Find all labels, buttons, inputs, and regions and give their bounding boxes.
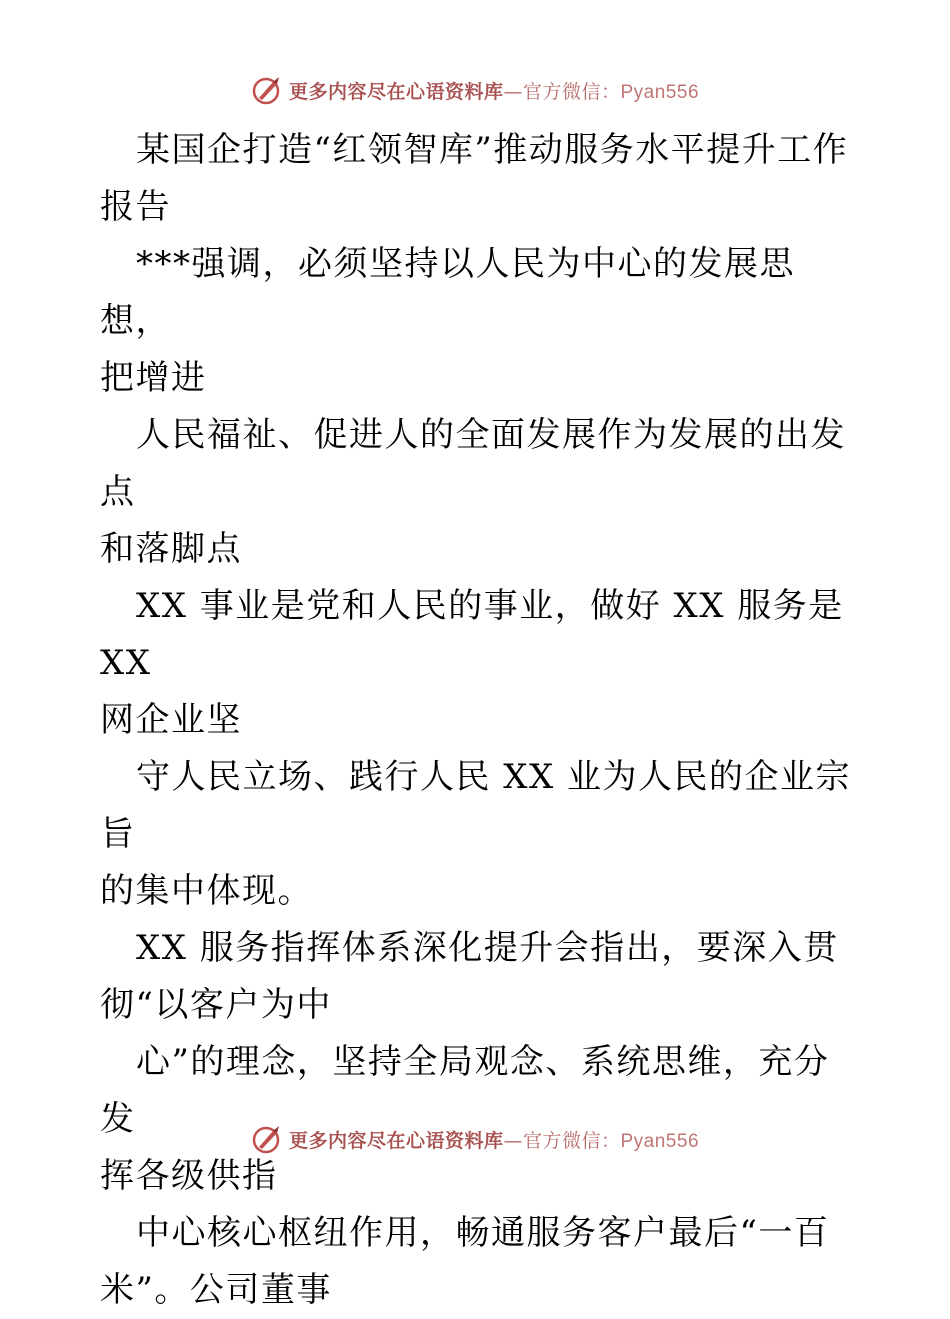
footer-watermark (0, 1123, 950, 1155)
watermark-text: 更多内容尽在心语资料库—官方微信：Pyan556 (288, 80, 700, 103)
header-watermark (0, 74, 950, 106)
paragraph-1: 某国企打造“红领智库”推动服务水平提升工作 报告 (100, 130, 849, 227)
paragraph-2: ***强调，必须坚持以人民为中心的发展思想， 把增进 (100, 244, 795, 398)
quill-logo-icon (251, 74, 283, 106)
paragraph-7: 心”的理念，坚持全局观念、系统思维，充分发 挥各级供指 (100, 1042, 830, 1196)
paragraph-6: XX 服务指挥体系深化提升会指出，要深入贯 彻“以客户为中 (100, 928, 839, 1025)
quill-logo-icon (251, 1123, 283, 1155)
watermark-text: 更多内容尽在心语资料库—官方微信：Pyan556 (288, 1129, 700, 1152)
paragraph-3: 人民福祉、促进人的全面发展作为发展的出发点 和落脚点 (100, 415, 846, 569)
paragraph-8: 中心核心枢纽作用，畅通服务客户最后“一百 米”。公司董事 (100, 1213, 830, 1310)
paragraph-4: XX 事业是党和人民的事业，做好 XX 服务是 XX 网企业坚 (100, 586, 844, 740)
paragraph-5: 守人民立场、践行人民 XX 业为人民的企业宗旨 的集中体现。 (100, 757, 852, 911)
